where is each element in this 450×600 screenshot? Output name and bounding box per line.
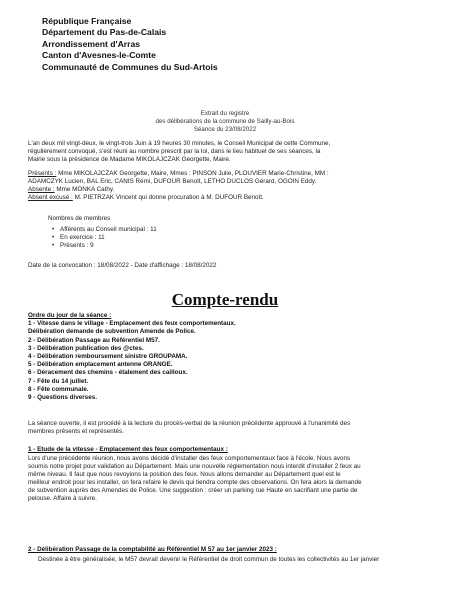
agenda-item: Délibération demande de subvention Amende de Police.: [28, 328, 196, 336]
excused-row: [28, 194, 329, 202]
agenda-item: 2 - Délibération Passage au Référentiel M57.: [28, 336, 160, 344]
opening-line: membres présents et représentés.: [28, 428, 124, 435]
members-label: Nombres de membres: [48, 215, 111, 222]
members-item: • Afférents au Conseil municipal : 11: [60, 226, 157, 234]
attendance-block: [28, 170, 329, 202]
section1-line: soumis notre projet pour validation au Département. Mais une nouvelle réglementation nous interdit d'installer 2 feux au: [28, 463, 361, 470]
header-line: Arrondissement d'Arras: [42, 38, 141, 49]
section1-line: pelouse. Affaire à suivre.: [28, 495, 97, 502]
agenda-item: 8 - Fête communale.: [28, 385, 89, 393]
agenda-item: 4 - Délibération remboursement sinistre GROUPAMA.: [28, 353, 188, 361]
members-item: • En exercice : 11: [60, 234, 157, 242]
absent-row: [28, 186, 329, 194]
absent-names: Mme MONKA Cathy.: [56, 186, 115, 193]
section1-heading: 1 - Etude de la vitesse - Emplacement des feux comportementaux :: [28, 446, 228, 453]
present-label: Présents :: [28, 170, 57, 177]
agenda-item: 1 - Vitesse dans le village - Emplacement des feux comportementaux.: [28, 320, 236, 328]
intro-line: régulièrement convoqué, s'est réuni au nombre prescrit par la loi, dans le lieu habituel de ses séances, la: [28, 148, 321, 155]
section1-line: de subvention auprès des Amendes de Police. Une suggestion : créer un parking rue Haute en sacrifiant une partie de: [28, 487, 358, 494]
opening-line: La séance ouverte, il est procédé à la lecture du procès-verbal de la réunion précédente approuvé à l'unanimité des: [28, 420, 351, 427]
extract-line: des délibérations de la commune de Sailly-au-Bois: [155, 118, 295, 125]
section2-heading: 2 - Délibération Passage de la comptabilité au Référentiel M 57 au 1er janvier 2023 :: [28, 546, 277, 553]
section1-line: Lors d'une précédente réunion, nous avons décidé d'installer des feux comportementaux face à l'école. Nous avons: [28, 455, 351, 462]
page-title: Compte-rendu: [171, 290, 279, 309]
dates-line: Date de la convocation : 18/08/2022 - Date d'affichage : 18/08/2022: [28, 262, 217, 269]
agenda-heading: Ordre du jour de la séance :: [28, 312, 112, 319]
present-names: Mme MIKOLAJCZAK Georgette, Maire, Mmes : PINSON Julie, PLOUVIER Marie-Christine, MM :: [58, 170, 329, 177]
header-line: Département du Pas-de-Calais: [42, 27, 167, 38]
agenda-item: 3 - Délibération publication des @ctes.: [28, 344, 144, 352]
session-date: Séance du 23/08/2022: [193, 126, 257, 133]
opening-paragraph: [28, 420, 350, 436]
extract-line: Extrait du registre: [200, 110, 250, 117]
intro-line: L'an deux mil vingt-deux, le vingt-trois Juin à 19 heures 30 minutes, le Conseil Municipal de cette Commune,: [28, 140, 331, 147]
excused-label: Absent excusé :: [28, 194, 73, 201]
agenda-list: [28, 312, 236, 402]
section2-paragraph: Destinée à être généralisée, le M57 devrait devenir le Référentiel de droit commun de toutes les collectivités au 1er janvier: [38, 556, 380, 563]
agenda-item: 6 - Déracement des chemins - étalement des cailloux.: [28, 369, 188, 377]
header-block: [42, 16, 218, 73]
agenda-item: 7 - Fête du 14 juillet.: [28, 377, 89, 385]
section1-line: meilleur endroit pour les installer, on fera refaire le devis qui tiendra compte des observations. On fera alors la demande: [28, 479, 362, 486]
intro-line: Mairie sous la présidence de Madame MIKOLAJCZAK Georgette, Maire.: [28, 156, 231, 163]
intro-paragraph: [28, 140, 330, 164]
extract-block: [0, 110, 450, 134]
members-list: [60, 226, 157, 250]
section1-paragraph: [28, 455, 362, 503]
present-names-cont: ADAMCZYK Lucien, BAL Eric, CANIS Rémi, DUFOUR Benoît, LETHO DUCLOS Gérard, OGOIN Eddy.: [28, 178, 317, 185]
agenda-item: 5 - Délibération emplacement antenne ORANGE.: [28, 361, 173, 369]
present-row: [28, 170, 329, 178]
absent-label: Absente :: [28, 186, 55, 193]
excused-names: M. PIETRZAK Vincent qui donne procuration à M. DUFOUR Benoît.: [74, 194, 264, 201]
section1-line: même niveau. Il faut que nous revoyions la position des feux. Nous allons demander au Département quel est le: [28, 471, 341, 478]
header-line: Communauté de Communes du Sud-Artois: [42, 61, 218, 72]
members-item: • Présents : 9: [60, 242, 157, 250]
header-line: Canton d'Avesnes-le-Comte: [42, 50, 156, 61]
agenda-item: 9 - Questions diverses.: [28, 394, 97, 402]
header-line: République Française: [42, 16, 132, 26]
